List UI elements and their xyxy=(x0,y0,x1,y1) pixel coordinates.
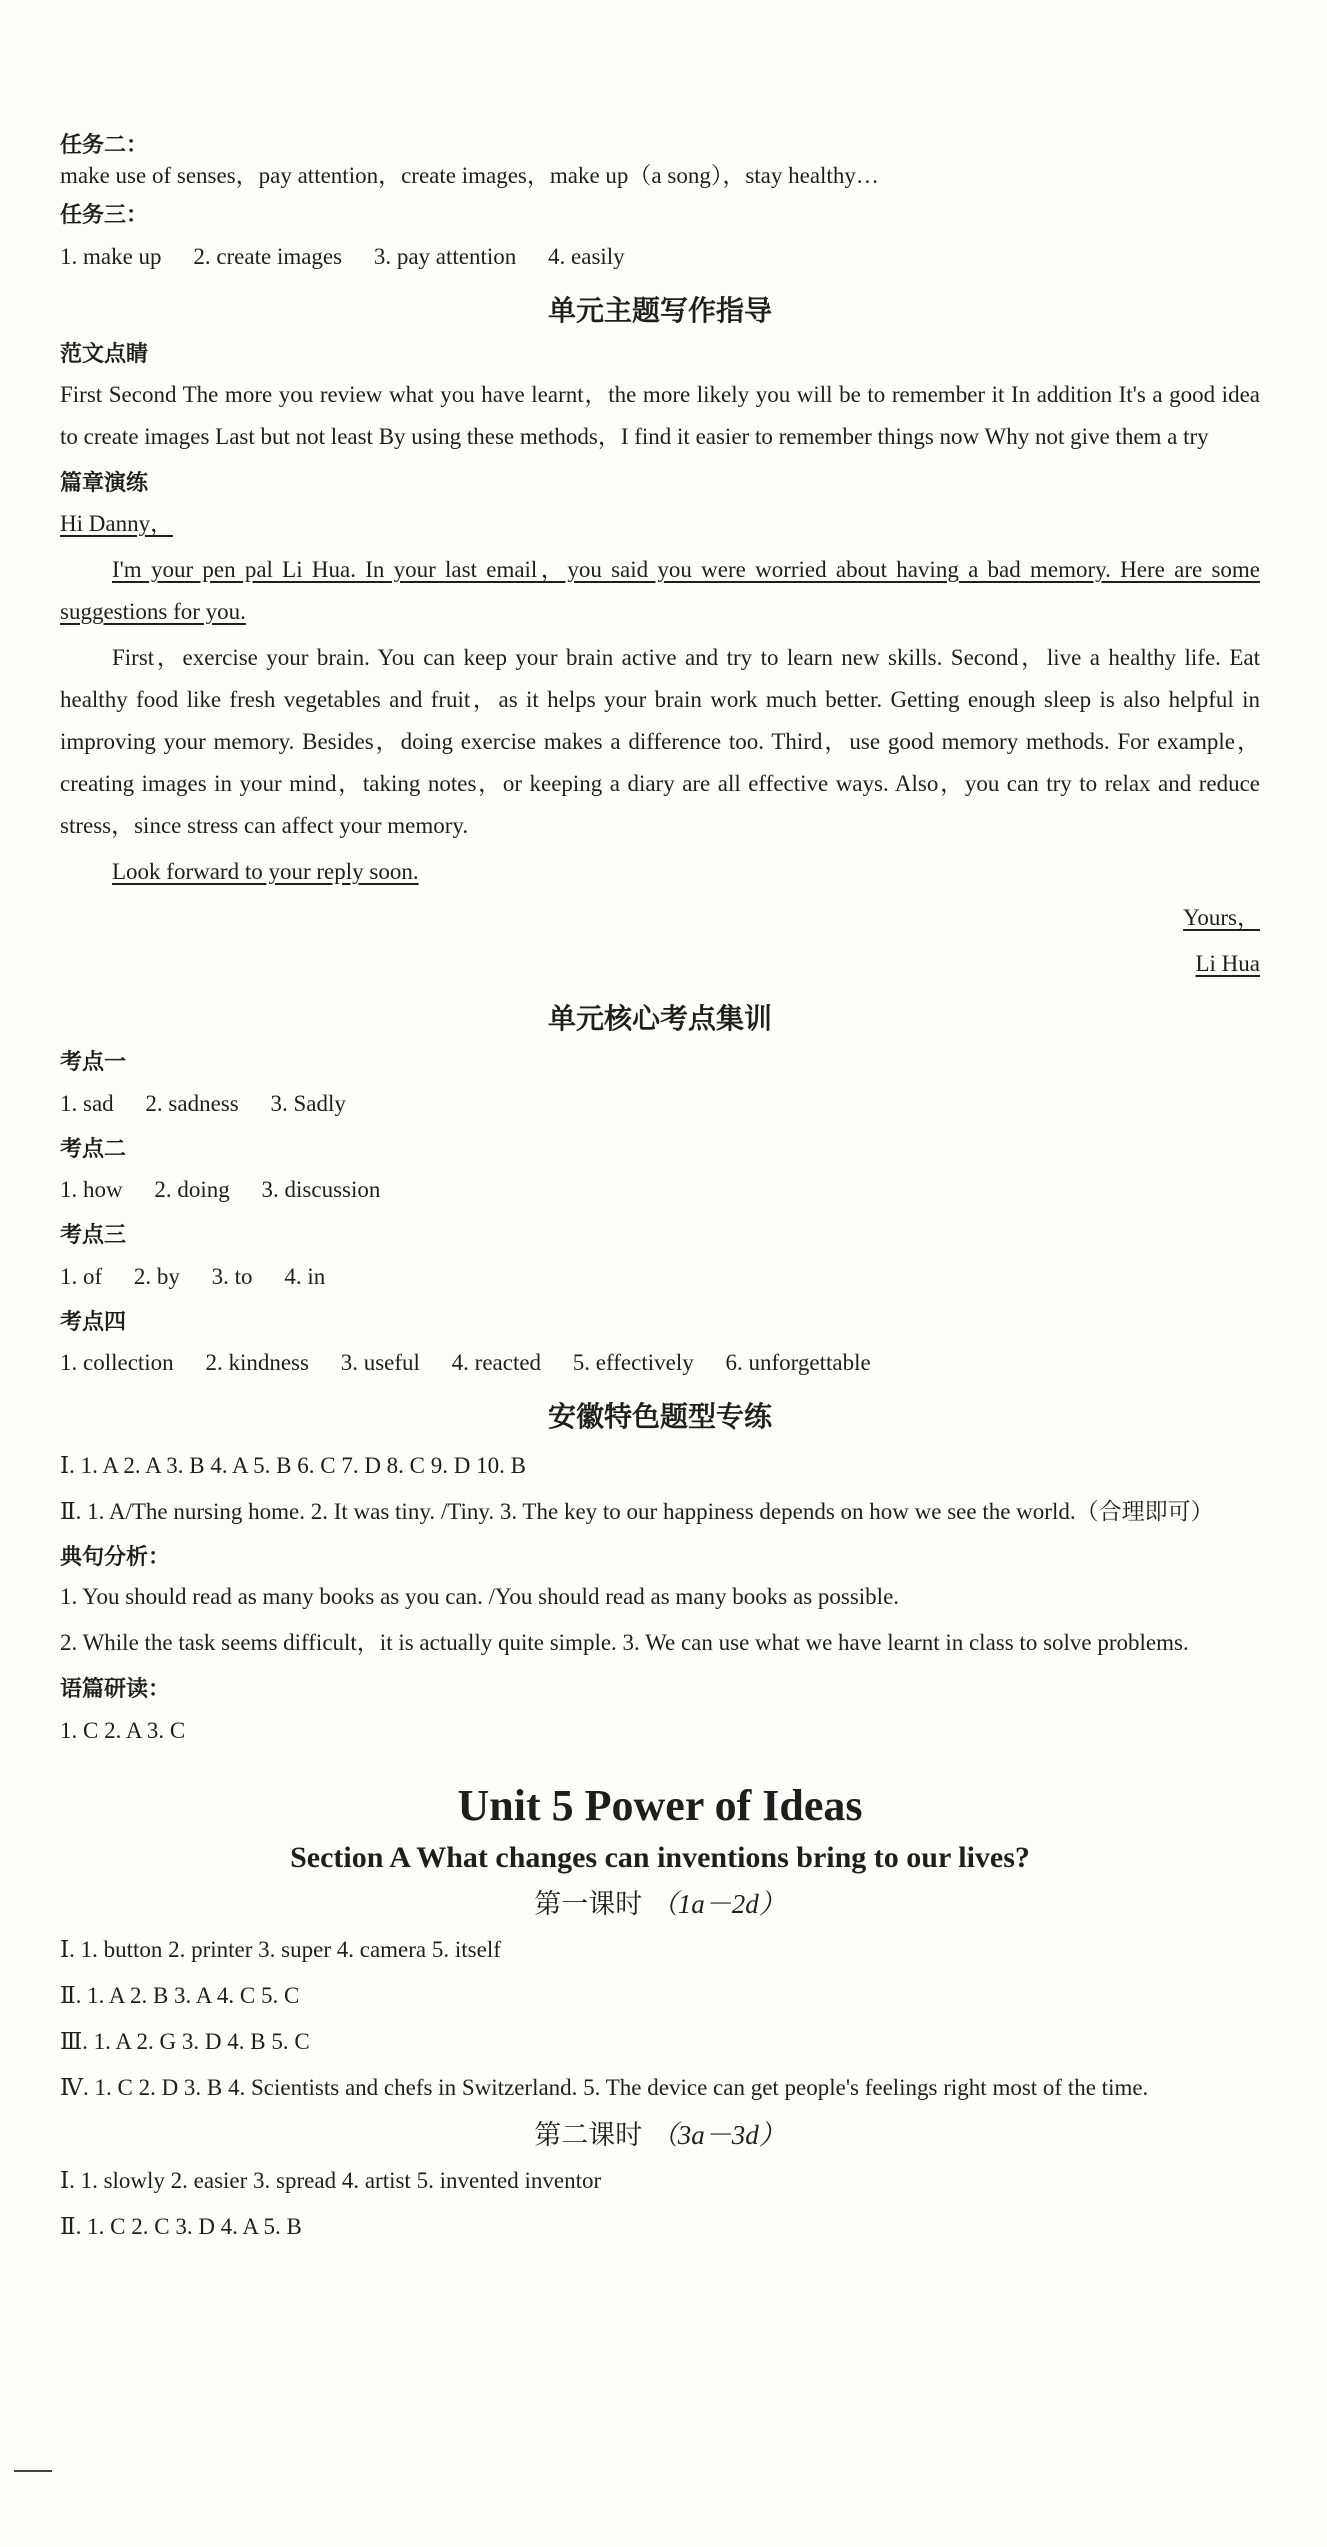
sentence-label: 典句分析： xyxy=(60,1544,171,1570)
sentence-answer: 2. While the task seems difficult，it is actually quite simple. 3. We can use what we have learnt in class to solve problems. xyxy=(60,1630,1189,1656)
task3-answers xyxy=(60,237,1260,277)
answer-item: 2. doing xyxy=(154,1177,230,1203)
letter-para1 xyxy=(60,549,1260,633)
answer-item: 1. how xyxy=(60,1177,123,1203)
reading-answers: 1. C 2. A 3. C xyxy=(60,1718,186,1743)
core-point-label: 考点四 xyxy=(60,1309,127,1335)
writing-heading: 单元主题写作指导 xyxy=(547,294,772,328)
anhui-heading: 安徽特色题型专练 xyxy=(547,1400,772,1434)
answer-item: 3. Sadly xyxy=(270,1090,346,1116)
unit-title: Unit 5 Power of Ideas xyxy=(457,1781,863,1830)
core-point-answers xyxy=(60,1170,1260,1210)
lesson-title xyxy=(60,2118,1260,2153)
core-point-answers xyxy=(60,1257,1260,1297)
task3-item: 4. easily xyxy=(548,244,625,270)
answer-item: 1. sad xyxy=(60,1090,114,1116)
anhui-part1: Ⅰ. 1. A 2. A 3. B 4. A 5. B 6. C 7. D 8. C 9. D 10. B xyxy=(60,1452,526,1478)
model-label: 范文点睛 xyxy=(60,342,149,368)
closing-text: Look forward to your reply soon. xyxy=(112,858,419,884)
signoff-text: Yours， xyxy=(1183,904,1260,930)
reading-label: 语篇研读： xyxy=(60,1677,171,1703)
sentence-answer: 1. You should read as many books as you can. /You should read as many books as possible. xyxy=(60,1584,900,1610)
task3-item: 3. pay attention xyxy=(373,244,517,270)
task2-label: 任务二： xyxy=(60,133,149,158)
answer-item: 3. useful xyxy=(340,1350,420,1376)
signature-text: Li Hua xyxy=(1195,950,1260,976)
greeting-text: Hi Danny， xyxy=(60,510,174,536)
core-point-label: 考点二 xyxy=(60,1136,127,1162)
core-point-answers xyxy=(60,1343,1260,1383)
lesson-answer-row: Ⅲ. 1. A 2. G 3. D 4. B 5. C xyxy=(60,2029,310,2055)
lesson-title xyxy=(60,1887,1260,1922)
letter-para2: First，exercise your brain. You can keep your brain active and try to learn new skills. Second，live a healthy life. Eat healthy food like fresh vegetables and fruit，as it helps your brain work much better. Getting enough sleep is also helpful in improving your memory. Besides，doing exercise makes a difference too. Third，use good memory methods. For example，creating images in your mind，taking notes，or keeping a diary are all effective ways. Also，you can try to relax and reduce stress，since stress can affect your memory. xyxy=(60,644,1260,838)
answer-item: 4. reacted xyxy=(451,1350,542,1376)
answer-item: 6. unforgettable xyxy=(725,1350,871,1376)
letter-closing xyxy=(60,851,1260,893)
letter-signoff xyxy=(60,897,1260,939)
answer-item: 1. collection xyxy=(60,1350,174,1376)
lesson-range: （3a－3d） xyxy=(650,2120,786,2151)
task3-label: 任务三： xyxy=(60,203,149,229)
lesson-name: 第二课时 xyxy=(534,2120,643,2152)
lesson-range: （1a－2d） xyxy=(650,1889,786,1920)
lesson-answer-row: Ⅱ. 1. A 2. B 3. A 4. C 5. C xyxy=(60,1983,300,2009)
core-point-label: 考点三 xyxy=(60,1223,127,1249)
anhui-part2: Ⅱ. 1. A/The nursing home. 2. It was tiny. /Tiny. 3. The key to our happiness depends on how we see the world.（合理即可） xyxy=(60,1498,1214,1524)
answer-item: 4. in xyxy=(284,1263,326,1289)
page-content xyxy=(60,120,1260,2253)
lesson-answer-row: Ⅰ. 1. slowly 2. easier 3. spread 4. artist 5. invented inventor xyxy=(60,2168,602,2194)
task3-item: 2. create images xyxy=(193,244,343,270)
task2-text: make use of senses，pay attention，create images，make up（a song），stay healthy… xyxy=(60,162,879,188)
core-point-label: 考点一 xyxy=(60,1050,127,1076)
answer-item: 2. kindness xyxy=(205,1350,309,1376)
answer-item: 3. discussion xyxy=(261,1177,381,1203)
lesson-name: 第一课时 xyxy=(534,1889,643,1921)
answer-item: 3. to xyxy=(211,1263,253,1289)
answer-item: 5. effectively xyxy=(572,1350,694,1376)
letter-greeting xyxy=(60,503,1260,545)
para1-text: I'm your pen pal Li Hua. In your last email，you said you were worried about having a bad memory. Here are some suggestions for you. xyxy=(60,556,1260,624)
core-point-answers xyxy=(60,1084,1260,1124)
lesson-answer-row: Ⅳ. 1. C 2. D 3. B 4. Scientists and chefs in Switzerland. 5. The device can get people's feelings right most of the time. xyxy=(60,2075,1149,2101)
lesson-answer-row: Ⅰ. 1. button 2. printer 3. super 4. camera 5. itself xyxy=(60,1937,501,1963)
lesson-answer-row: Ⅱ. 1. C 2. C 3. D 4. A 5. B xyxy=(60,2214,302,2240)
letter-signature xyxy=(60,943,1260,985)
answer-item: 2. sadness xyxy=(145,1090,239,1116)
practice-label: 篇章演练 xyxy=(60,471,149,497)
answer-item: 1. of xyxy=(60,1263,103,1289)
model-text: First Second The more you review what you have learnt，the more likely you will be to remember it In addition It's a good idea to create images Last but not least By using these methods，I find it easier to remember things now Why not give them a try xyxy=(60,382,1260,450)
answer-item: 2. by xyxy=(133,1263,180,1289)
core-heading: 单元核心考点集训 xyxy=(547,1001,772,1035)
task3-item: 1. make up xyxy=(60,244,162,270)
section-title: Section A What changes can inventions bring to our lives? xyxy=(290,1841,1030,1875)
page-edge-rule xyxy=(14,2470,52,2472)
